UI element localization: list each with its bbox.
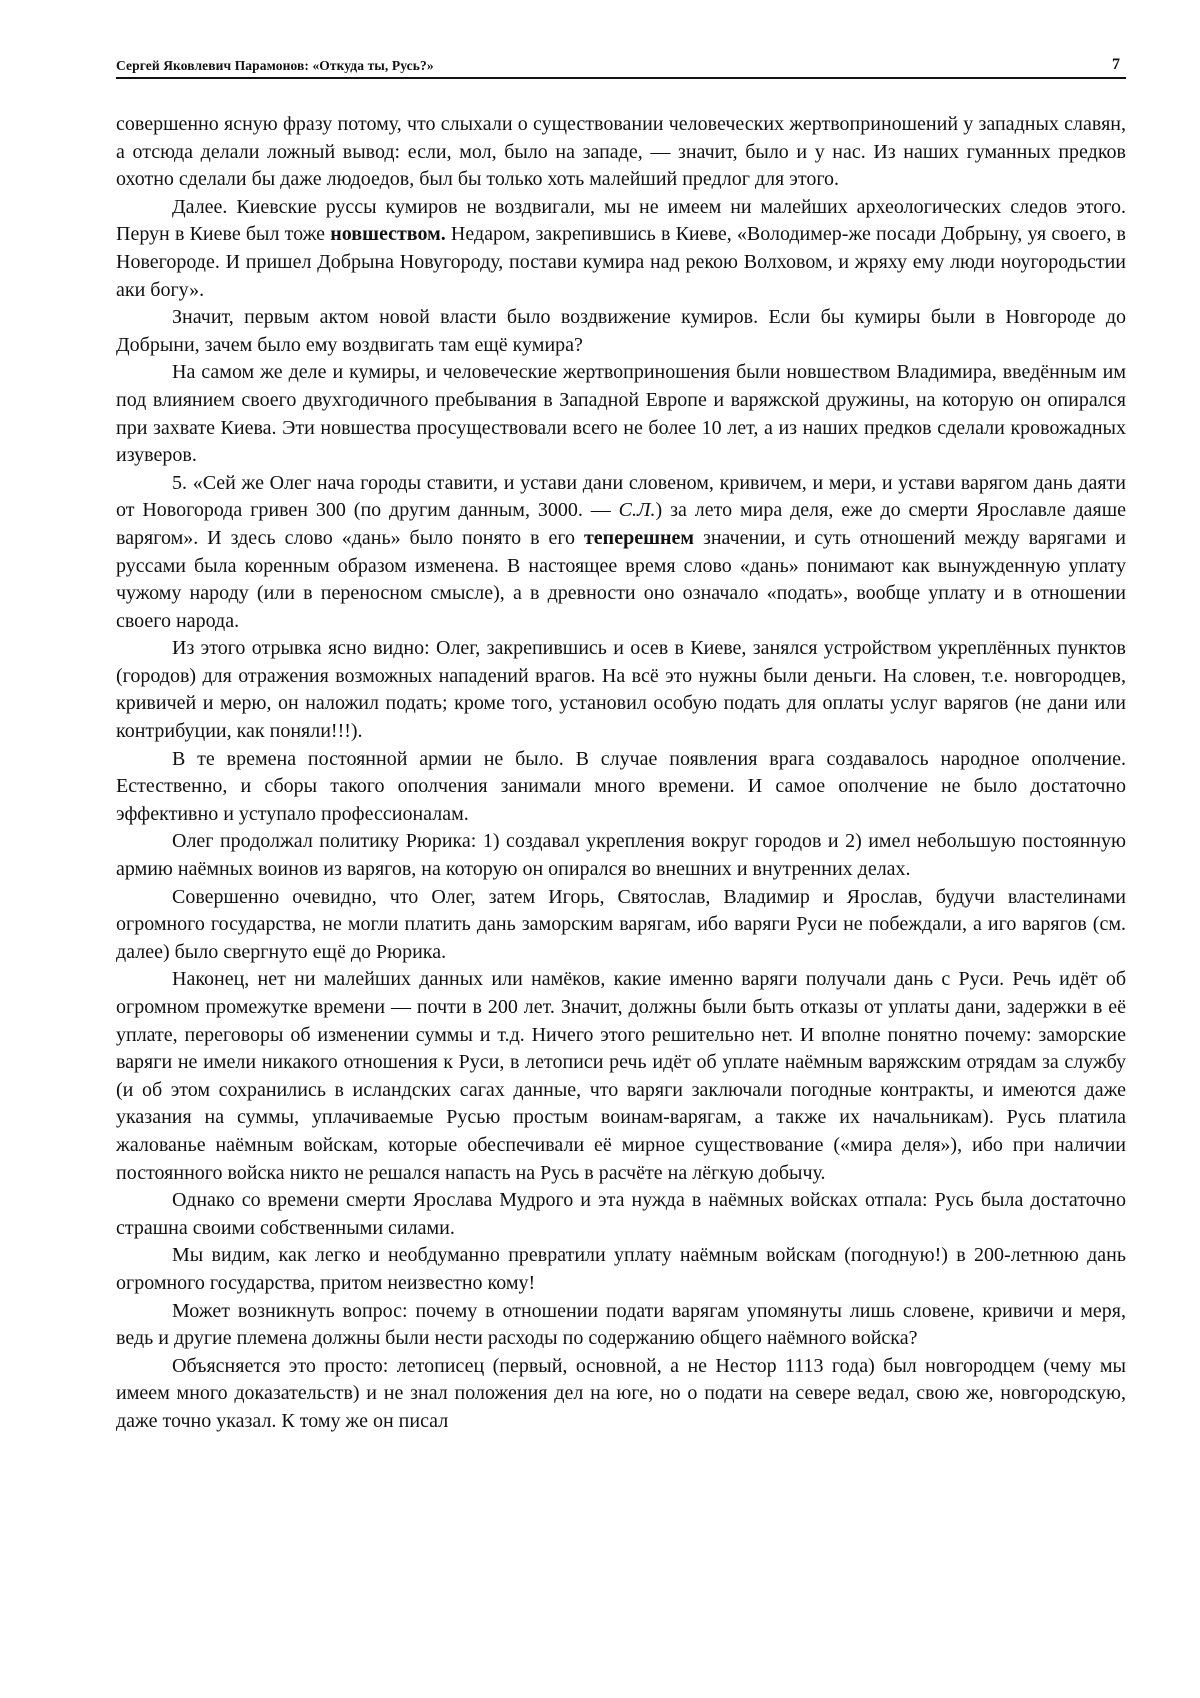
bold-term: теперешнем [583, 526, 694, 549]
paragraph: Может возникнуть вопрос: почему в отношении подати варягам упомянуты лишь словене, кривичи и меря, ведь и другие племена должны были нести расходы по содержанию общего наёмного войска? [116, 1299, 1126, 1350]
running-header [116, 52, 1126, 79]
paragraph: 5. «Сей же Олег нача городы ставити, и устави дани словеном, кривичем, и мери, и устави варягом дань даяти от Новогорода гривен 300 (по другим данным, 3000. — С.Л.) за лето мира деля, еже до смерти Ярославле даяше варягом». И здесь слово «дань» было понято в его теперешнем значении, и суть отношений между варягами и руссами была коренным образом изменена. В настоящее время слово «дань» понимают как вынужденную уплату чужому народу (или в переносном смысле), а в древности оно означало «подать», вообще уплату и в отношении своего народа. [116, 471, 1126, 632]
paragraph: Значит, первым актом новой власти было воздвижение кумиров. Если бы кумиры были в Новгороде до Добрыни, зачем было ему воздвигать там ещё кумира? [116, 306, 1126, 356]
paragraph: Мы видим, как легко и необдуманно превратили уплату наёмным войскам (погодную!) в 200-летнюю дань огромного государства, притом неизвестно кому! [116, 1244, 1126, 1294]
paragraph: Наконец, нет ни малейших данных или намёков, какие именно варяги получали дань с Руси. Речь идёт об огромном промежутке времени — почти в 200 лет. Значит, должны были быть отказы от уплаты дани, задержки в её уплате, переговоры об изменении суммы и т.д. Ничего этого решительно нет. И вполне понятно почему: заморские варяги не имели никакого отношения к Руси, в летописи речь идёт об уплате наёмным варяжским отрядам за службу (и об этом сохранились в исландских сагах данные, что варяги заключали погодные контракты, и имеются даже указания на суммы, уплачиваемые Русью простым воинам-варягам, а также их начальникам). Русь платила жалованье наёмным войскам, которые обеспечивали её мирное существование («мира деля»), ибо при наличии постоянного войска никто не решался напасть на Русь в расчёте на лёгкую добычу. [116, 968, 1126, 1184]
paragraph: Далее. Киевские руссы кумиров не воздвигали, мы не имеем ни малейших археологических следов этого. Перун в Киеве был тоже новшеством. Недаром, закрепившись в Киеве, «Володимер-же посади Добрыну, уя своего, в Новегороде. И пришел Добрына Новугороду, постави кумира над рекою Волховом, и жряху ему люди ноугородьстии аки богу». [116, 195, 1126, 301]
paragraph: Из этого отрывка ясно видно: Олег, закрепившись и осев в Киеве, занялся устройством укреплённых пунктов (городов) для отражения возможных нападений врагов. На всё это нужны были деньги. На словен, т.е. новгородцев, кривичей и мерю, он наложил подать; кроме того, установил особую подать для оплаты услуг варягов (не дани или контрибуции, как поняли!!!). [116, 637, 1126, 743]
body-text [116, 111, 1126, 1436]
paragraph: Олег продолжал политику Рюрика: 1) создавал укрепления вокруг городов и 2) имел небольшую постоянную армию наёмных воинов из варягов, на которую он опирался во внешних и внутренних делах. [116, 830, 1126, 881]
paragraph: Однако со времени смерти Ярослава Мудрого и эта нужда в наёмных войсках отпала: Русь была достаточно страшна своими собственными силами. [116, 1189, 1126, 1239]
paragraph: Совершенно очевидно, что Олег, затем Игорь, Святослав, Владимир и Ярослав, будучи властелинами огромного государства, не могли платить дань заморским варягам, ибо варяги Руси не побеждали, а иго варягов (см. далее) было свергнуто ещё до Рюрика. [116, 885, 1126, 963]
paragraph: Объясняется это просто: летописец (первый, основной, а не Нестор 1113 года) был новгородцем (чему мы имеем много доказательств) и не знал положения дел на юге, но о подати на севере ведал, свою же, новгородскую, даже точно указал. К тому же он писал [116, 1354, 1126, 1432]
header-title: Сергей Яковлевич Парамонов: «Откуда ты, Русь?» [116, 58, 434, 73]
paragraph: В те времена постоянной армии не было. В случае появления врага создавалось народное ополчение. Естественно, и сборы такого ополчения занимали много времени. И самое ополчение не было достаточно эффективно и уступало профессионалам. [116, 747, 1126, 825]
italic-initials: С.Л. [618, 499, 656, 522]
page-number: 7 [1112, 56, 1120, 73]
paragraph: совершенно ясную фразу потому, что слыхали о существовании человеческих жертвоприношений у западных славян, а отсюда делали ложный вывод: если, мол, было на западе, — значит, было и у нас. Из наших гуманных предков охотно сделали бы даже людоедов, был бы только хоть малейший предлог для этого. [116, 113, 1126, 191]
bold-term: новшеством. [330, 223, 446, 246]
paragraph: На самом же деле и кумиры, и человеческие жертвоприношения были новшеством Владимира, введённым им под влиянием своего двухгодичного пребывания в Западной Европе и варяжской дружины, на которую он опирался при захвате Киева. Эти новшества просуществовали всего не более 10 лет, а из наших предков сделали кровожадных изуверов. [116, 361, 1126, 467]
document-page [116, 52, 1126, 1436]
